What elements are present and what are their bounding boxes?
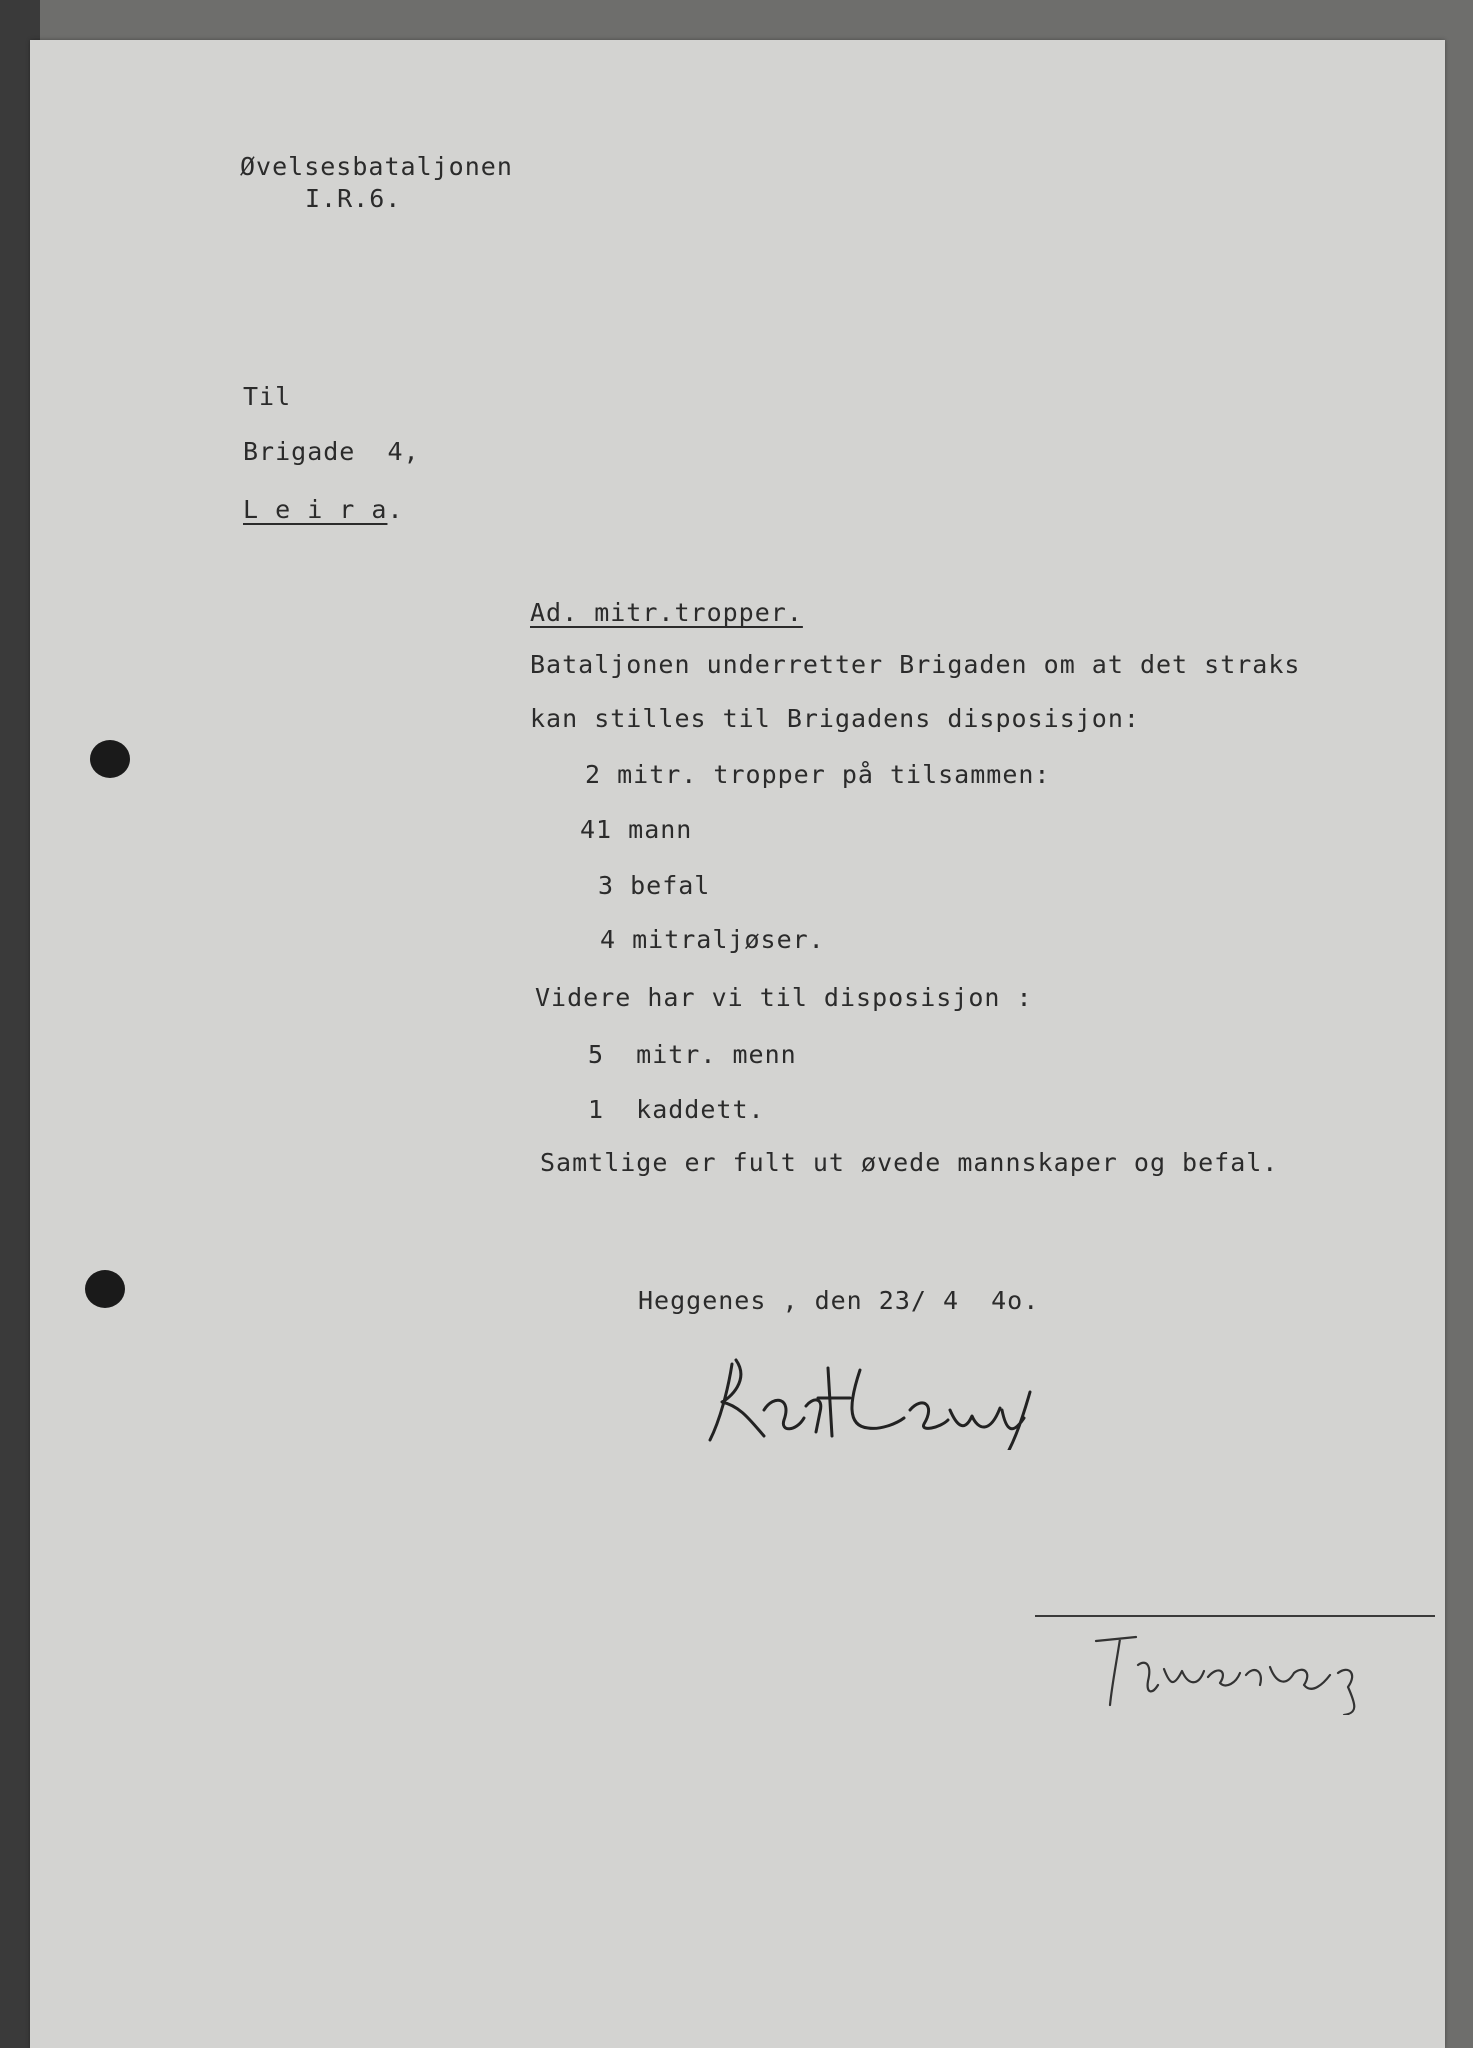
- recipient-place-name: L e i r a: [243, 495, 388, 524]
- punch-hole-bottom: [85, 1270, 125, 1308]
- to-label: Til: [243, 382, 292, 411]
- body-line-2: kan stilles til Brigadens disposisjon:: [530, 704, 1140, 733]
- list-item: 4 mitraljøser.: [600, 925, 825, 954]
- sender-regiment: I.R.6.: [305, 184, 402, 213]
- further-line: Videre har vi til disposisjon :: [535, 983, 1033, 1012]
- recipient: Brigade 4,: [243, 437, 420, 466]
- list-item: 3 befal: [598, 871, 711, 900]
- list-item: 5 mitr. menn: [588, 1040, 797, 1069]
- punch-hole-top: [90, 740, 130, 778]
- list-item: 1 kaddett.: [588, 1095, 765, 1124]
- body-line-1: Bataljonen underretter Brigaden om at det straks: [530, 650, 1301, 679]
- recipient-place: [243, 495, 404, 525]
- closing-line: Samtlige er fult ut øvede mannskaper og befal.: [540, 1148, 1279, 1177]
- corner-annotation: [1090, 1625, 1390, 1715]
- recipient-place-suffix: .: [387, 495, 404, 524]
- list-intro: 2 mitr. tropper på tilsammen:: [585, 760, 1051, 789]
- sender-unit: Øvelsesbataljonen: [240, 152, 513, 181]
- dateline: Heggenes , den 23/ 4 4o.: [638, 1286, 1040, 1315]
- handwritten-signature: [700, 1340, 1080, 1450]
- list-item: 41 mann: [580, 815, 693, 844]
- divider-rule: [1035, 1615, 1435, 1617]
- subject-line: Ad. mitr.tropper.: [530, 598, 803, 627]
